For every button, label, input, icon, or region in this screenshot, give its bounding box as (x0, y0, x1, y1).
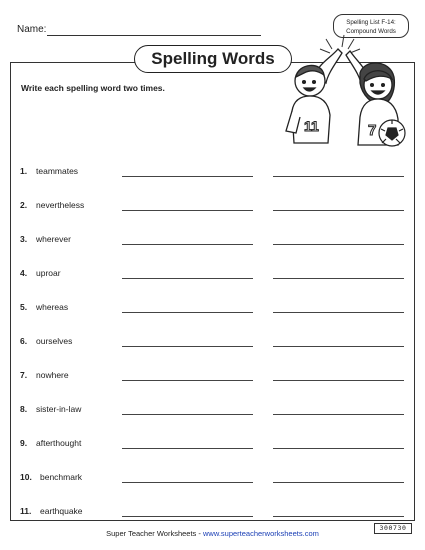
jersey-number-left: 11 (304, 118, 319, 134)
word-number: 3. (20, 234, 28, 244)
word-row (20, 268, 404, 282)
spelling-word: sister-in-law (36, 404, 82, 414)
spelling-word: whereas (36, 302, 69, 312)
word-number: 2. (20, 200, 28, 210)
write-line-1[interactable] (122, 210, 253, 211)
badge-line-2: Compound Words (346, 28, 396, 35)
write-line-1[interactable] (122, 346, 253, 347)
write-line-1[interactable] (122, 482, 253, 483)
write-line-2[interactable] (273, 312, 404, 313)
word-row (20, 370, 404, 384)
write-line-2[interactable] (273, 482, 404, 483)
footer (0, 529, 425, 538)
write-line-2[interactable] (273, 244, 404, 245)
spelling-word: nowhere (36, 370, 69, 380)
spelling-word: ourselves (36, 336, 73, 346)
word-row (20, 404, 404, 418)
write-line-2[interactable] (273, 210, 404, 211)
write-line-1[interactable] (122, 312, 253, 313)
spelling-word: afterthought (36, 438, 82, 448)
instructions: Write each spelling word two times. (21, 83, 165, 93)
soccer-ball-icon (379, 120, 405, 146)
word-number: 7. (20, 370, 28, 380)
write-line-1[interactable] (122, 176, 253, 177)
worksheet-code: 300730 (374, 523, 412, 534)
write-line-1[interactable] (122, 380, 253, 381)
word-row (20, 302, 404, 316)
write-line-1[interactable] (122, 414, 253, 415)
write-line-1[interactable] (122, 278, 253, 279)
write-line-1[interactable] (122, 516, 253, 517)
high-five-kids-icon (282, 33, 408, 155)
word-row (20, 200, 404, 214)
write-line-2[interactable] (273, 278, 404, 279)
word-row (20, 438, 404, 452)
spelling-word: teammates (36, 166, 79, 176)
word-row (20, 506, 404, 520)
word-number: 5. (20, 302, 28, 312)
spelling-word: uproar (36, 268, 61, 278)
page-title: Spelling Words (134, 45, 292, 73)
word-row (20, 336, 404, 350)
write-line-2[interactable] (273, 516, 404, 517)
word-number: 6. (20, 336, 28, 346)
jersey-number-right: 7 (368, 122, 377, 139)
word-row (20, 166, 404, 180)
word-number: 10. (20, 472, 32, 482)
spelling-word: wherever (36, 234, 71, 244)
word-number: 9. (20, 438, 28, 448)
write-line-1[interactable] (122, 448, 253, 449)
name-label: Name: (17, 24, 47, 35)
name-input-line[interactable] (47, 35, 261, 36)
word-row (20, 234, 404, 248)
spelling-word: earthquake (40, 506, 83, 516)
write-line-2[interactable] (273, 414, 404, 415)
boy-icon (286, 49, 342, 143)
word-number: 8. (20, 404, 28, 414)
write-line-2[interactable] (273, 380, 404, 381)
write-line-2[interactable] (273, 176, 404, 177)
word-row (20, 472, 404, 486)
badge-line-1: Spelling List F-14: (346, 19, 396, 26)
footer-link[interactable]: www.superteacherworksheets.com (202, 529, 319, 538)
spelling-word: benchmark (40, 472, 83, 482)
write-line-1[interactable] (122, 244, 253, 245)
name-row (17, 22, 257, 38)
write-line-2[interactable] (273, 346, 404, 347)
word-number: 4. (20, 268, 28, 278)
word-number: 11. (20, 506, 32, 516)
write-line-2[interactable] (273, 448, 404, 449)
footer-text: Super Teacher Worksheets - (106, 529, 203, 538)
word-number: 1. (20, 166, 28, 176)
spelling-word: nevertheless (36, 200, 85, 210)
